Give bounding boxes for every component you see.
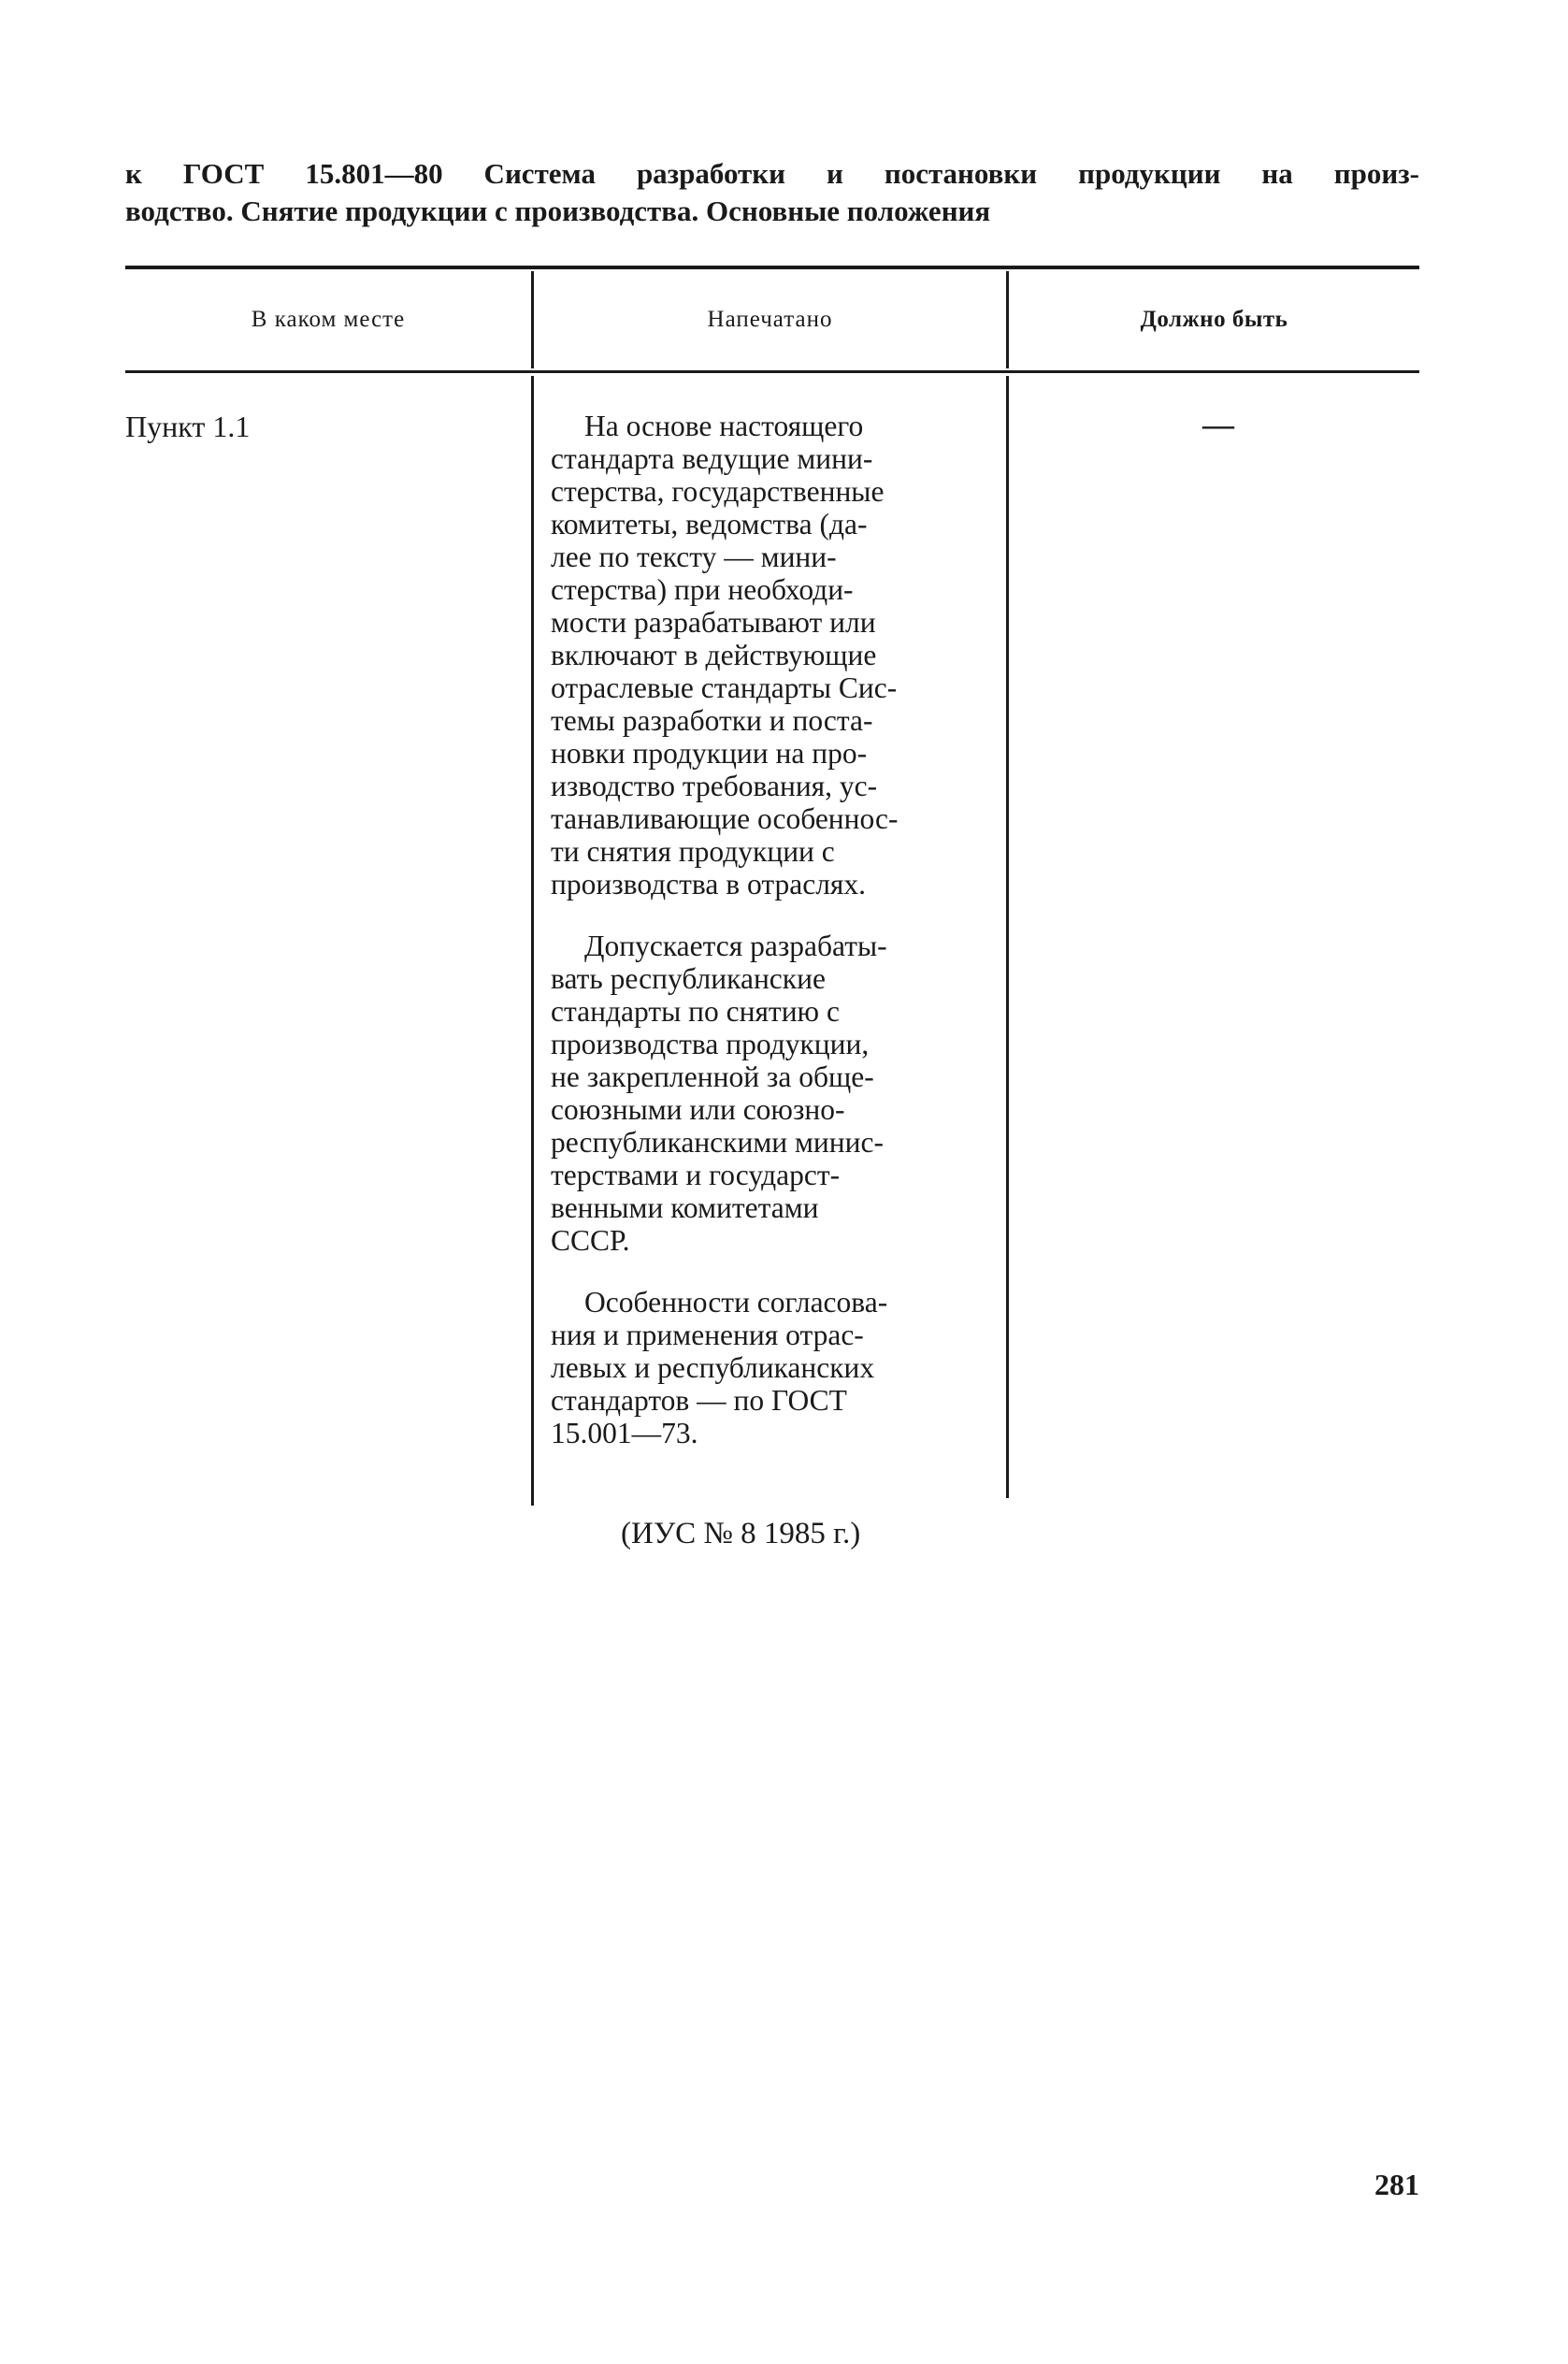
printed-line: стерства, государственные bbox=[551, 475, 885, 508]
printed-line: СССР. bbox=[551, 1224, 630, 1257]
printed-line: танавливающие особеннос- bbox=[551, 802, 899, 835]
table-top-rule bbox=[125, 266, 1419, 269]
printed-line: Особенности согласова- bbox=[584, 1286, 888, 1319]
printed-line: лее по тексту — мини- bbox=[551, 541, 837, 573]
printed-line: стерства) при необходи- bbox=[551, 573, 854, 606]
page-number: 281 bbox=[1374, 2168, 1419, 2201]
printed-line: отраслевые стандарты Сис- bbox=[551, 671, 898, 704]
printed-line: союзными или союзно- bbox=[551, 1093, 845, 1126]
printed-line: левых и республиканских bbox=[551, 1351, 875, 1384]
cell-where: Пункт 1.1 bbox=[125, 410, 251, 443]
printed-line: терствами и государст- bbox=[551, 1159, 841, 1191]
printed-line: 15.001—73. bbox=[551, 1417, 698, 1449]
printed-line: мости разрабатывают или bbox=[551, 606, 876, 639]
printed-line: производства продукции, bbox=[551, 1028, 870, 1060]
heading-line-1: к ГОСТ 15.801—80 Система разработки и постановки продукции на произ- bbox=[125, 157, 1419, 190]
cell-should-be: — bbox=[1202, 408, 1234, 442]
cell-printed bbox=[551, 410, 962, 1478]
column-divider-1-body bbox=[531, 376, 534, 1506]
printed-line: республиканскими минис- bbox=[551, 1126, 884, 1159]
printed-line: ния и применения отрас- bbox=[551, 1319, 864, 1351]
printed-line: стандартов — по ГОСТ bbox=[551, 1384, 847, 1417]
printed-line: изводство требования, ус- bbox=[551, 770, 878, 802]
table-header-rule bbox=[125, 370, 1419, 373]
column-header-should-be: Должно быть bbox=[1140, 307, 1288, 332]
column-header-printed: Напечатано bbox=[707, 307, 833, 332]
document-heading bbox=[125, 155, 1419, 230]
printed-line: венными комитетами bbox=[551, 1191, 819, 1224]
column-divider-2-body bbox=[1006, 376, 1009, 1498]
printed-line: комитеты, ведомства (да- bbox=[551, 508, 868, 541]
printed-paragraph bbox=[551, 930, 962, 1257]
printed-line: производства в отраслях. bbox=[551, 868, 867, 901]
amendment-note: (ИУС № 8 1985 г.) bbox=[621, 1517, 861, 1550]
printed-line: темы разработки и поста- bbox=[551, 704, 873, 737]
heading-line-2: водство. Снятие продукции с производства. Основные положения bbox=[125, 195, 991, 227]
column-header-where: В каком месте bbox=[251, 307, 406, 332]
printed-line: ти снятия продукции с bbox=[551, 835, 835, 868]
printed-paragraph bbox=[551, 410, 962, 901]
printed-line: включают в действующие bbox=[551, 639, 877, 671]
printed-line: стандарты по снятию с bbox=[551, 995, 840, 1028]
printed-paragraph bbox=[551, 1286, 962, 1449]
printed-line: На основе настоящего bbox=[584, 410, 864, 442]
printed-line: Допускается разрабаты- bbox=[584, 930, 887, 962]
printed-line: вать республиканские bbox=[551, 962, 826, 995]
printed-line: не закрепленной за обще- bbox=[551, 1060, 874, 1093]
printed-line: стандарта ведущие мини- bbox=[551, 442, 873, 475]
printed-line: новки продукции на про- bbox=[551, 737, 868, 770]
